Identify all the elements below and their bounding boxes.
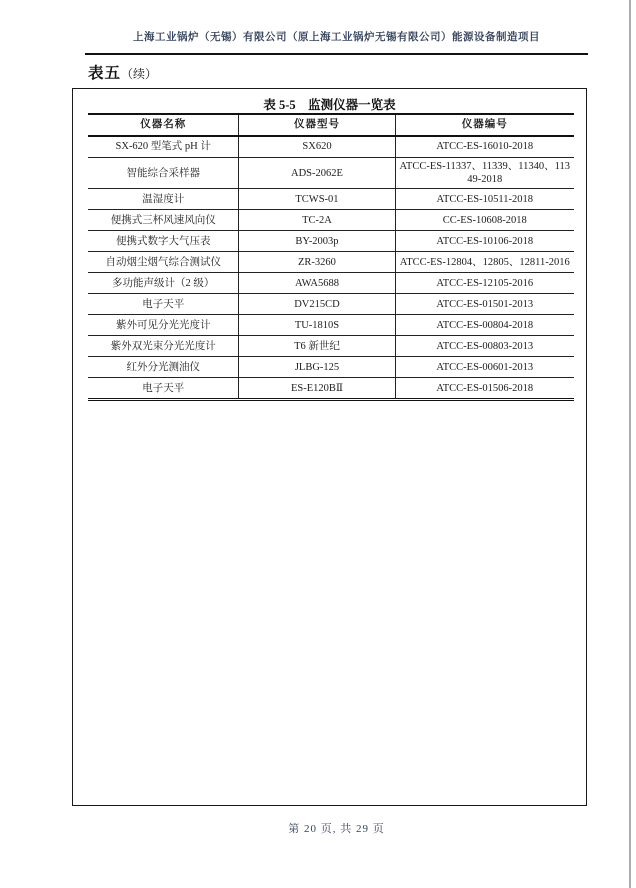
table-cell: 多功能声级计（2 级） xyxy=(88,273,239,294)
table-cell: TC-2A xyxy=(239,210,395,231)
table-cell: ZR-3260 xyxy=(239,252,395,273)
table-cell: ES-E120BⅡ xyxy=(239,378,395,400)
table-cell: BY-2003p xyxy=(239,231,395,252)
header-divider xyxy=(85,53,588,55)
column-header-model: 仪器型号 xyxy=(239,114,395,136)
table-row xyxy=(88,231,574,252)
section-title-suffix: （续） xyxy=(121,67,158,81)
table-row xyxy=(88,378,574,400)
table-cell: 便携式三杯风速风向仪 xyxy=(88,210,239,231)
table-row xyxy=(88,273,574,294)
table-row xyxy=(88,189,574,210)
table-cell: SX620 xyxy=(239,136,395,158)
table-row xyxy=(88,315,574,336)
table-cell: TU-1810S xyxy=(239,315,395,336)
page-footer: 第 20 页, 共 29 页 xyxy=(288,823,385,835)
table-body xyxy=(88,136,574,400)
table-header xyxy=(88,114,574,136)
column-header-name: 仪器名称 xyxy=(88,114,239,136)
table-row xyxy=(88,158,574,189)
table-cell: ATCC-ES-12105-2016 xyxy=(395,273,574,294)
table-row xyxy=(88,357,574,378)
table-cell: ATCC-ES-16010-2018 xyxy=(395,136,574,158)
section-title-main: 表五 xyxy=(88,65,122,82)
table-cell: TCWS-01 xyxy=(239,189,395,210)
table-cell: ATCC-ES-01506-2018 xyxy=(395,378,574,400)
table-cell: ATCC-ES-11337、11339、11340、11349-2018 xyxy=(395,158,574,189)
table-cell: ATCC-ES-00804-2018 xyxy=(395,315,574,336)
table-cell: 自动烟尘烟气综合测试仪 xyxy=(88,252,239,273)
table-cell: 紫外双光束分光光度计 xyxy=(88,336,239,357)
table-cell: AWA5688 xyxy=(239,273,395,294)
table-row xyxy=(88,336,574,357)
page-header: 上海工业锅炉（无锡）有限公司（原上海工业锅炉无锡有限公司）能源设备制造项目 xyxy=(133,32,540,43)
table-cell: SX-620 型笔式 pH 计 xyxy=(88,136,239,158)
table-cell: 电子天平 xyxy=(88,378,239,400)
table-cell: ADS-2062E xyxy=(239,158,395,189)
monitor-instruments-table xyxy=(88,113,574,401)
table-cell: 紫外可见分光光度计 xyxy=(88,315,239,336)
table-cell: 红外分光测油仪 xyxy=(88,357,239,378)
table-cell: ATCC-ES-10106-2018 xyxy=(395,231,574,252)
content-frame xyxy=(72,88,587,806)
table-cell: ATCC-ES-12804、12805、12811-2016 xyxy=(395,252,574,273)
table-row xyxy=(88,210,574,231)
table-cell: ATCC-ES-01501-2013 xyxy=(395,294,574,315)
table-cell: ATCC-ES-10511-2018 xyxy=(395,189,574,210)
section-title xyxy=(88,61,157,83)
column-header-serial: 仪器编号 xyxy=(395,114,574,136)
table-cell: 温湿度计 xyxy=(88,189,239,210)
table-cell: JLBG-125 xyxy=(239,357,395,378)
table-cell: 智能综合采样器 xyxy=(88,158,239,189)
table-cell: DV215CD xyxy=(239,294,395,315)
table-row xyxy=(88,136,574,158)
table-title: 表 5-5 监测仪器一览表 xyxy=(263,98,396,112)
table-row xyxy=(88,252,574,273)
table-cell: 电子天平 xyxy=(88,294,239,315)
table-cell: CC-ES-10608-2018 xyxy=(395,210,574,231)
table-cell: ATCC-ES-00601-2013 xyxy=(395,357,574,378)
page-edge-strip xyxy=(629,0,631,888)
table-cell: 便携式数字大气压表 xyxy=(88,231,239,252)
table-header-row xyxy=(88,114,574,136)
table-row xyxy=(88,294,574,315)
table-cell: ATCC-ES-00803-2013 xyxy=(395,336,574,357)
table-cell: T6 新世纪 xyxy=(239,336,395,357)
